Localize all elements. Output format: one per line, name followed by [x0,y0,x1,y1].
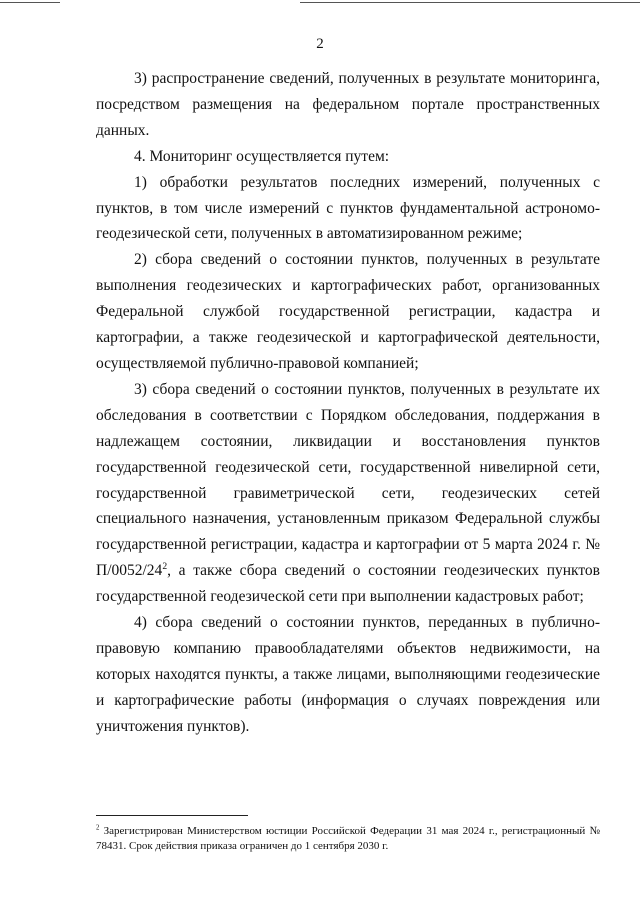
footnote-text: Зарегистрирован Министерством юстиции Российской Федерации 31 мая 2024 г., регистрационный № 78431. Срок действия приказа ограничен до 1 сентября 2030 г. [96,825,600,852]
footnote-separator [96,815,248,816]
footnote [96,824,600,854]
page-number: 2 [316,36,324,52]
paragraph-item-3-collection-continuation: , а также сбора сведений о состоянии геодезических пунктов государственной геодезической сети при выполнении кадастровых работ; [96,562,600,606]
paragraph-item-3-distribution: 3) распространение сведений, полученных в результате мониторинга, посредством размещения на федеральном портале пространственных данных. [96,70,600,139]
footnote-marker: 2 [96,824,100,832]
paragraph-item-4-collection: 4) сбора сведений о состоянии пунктов, переданных в публично-правовую компанию правообладателями объектов недвижимости, на которых находятся пункты, а также лицами, выполняющими геодезические и картографические работы (информация о случаях повреждения или уничтожения пунктов). [96,614,600,735]
paragraph-item-3-collection-text: 3) сбора сведений о состоянии пунктов, полученных в результате их обследования в соответствии с Порядком обследования, поддержания в надлежащем состоянии, ликвидации и восстановления пунктов государственной геодезической сети, государственной нивелирной сети, государственной гравиметрической сети, геодезических сетей специального назначения, установленным приказом Федеральной службы государственной регистрации, кадастра и картографии от 5 марта 2024 г. № П/0052/24 [96,380,600,580]
paragraph-item-2-collection: 2) сбора сведений о состоянии пунктов, полученных в результате выполнения геодезических и картографических работ, организованных Федеральной службой государственной регистрации, кадастра и картографии, а также геодезической и картографической деятельности, осуществляемой публично-правовой компанией; [96,251,600,372]
paragraph-item-3-collection [96,377,600,610]
top-border-line-right [300,2,640,3]
paragraph-section-4-heading: 4. Мониторинг осуществляется путем: [134,147,390,165]
footnote-reference: 2 [162,561,168,573]
paragraph-item-1-processing: 1) обработки результатов последних измерений, полученных с пунктов, в том числе измерений с пунктов фундаментальной астрономо-геодезической сети, полученных в автоматизированном режиме; [96,173,600,243]
document-body [96,66,600,740]
top-border-line-left [0,2,60,3]
